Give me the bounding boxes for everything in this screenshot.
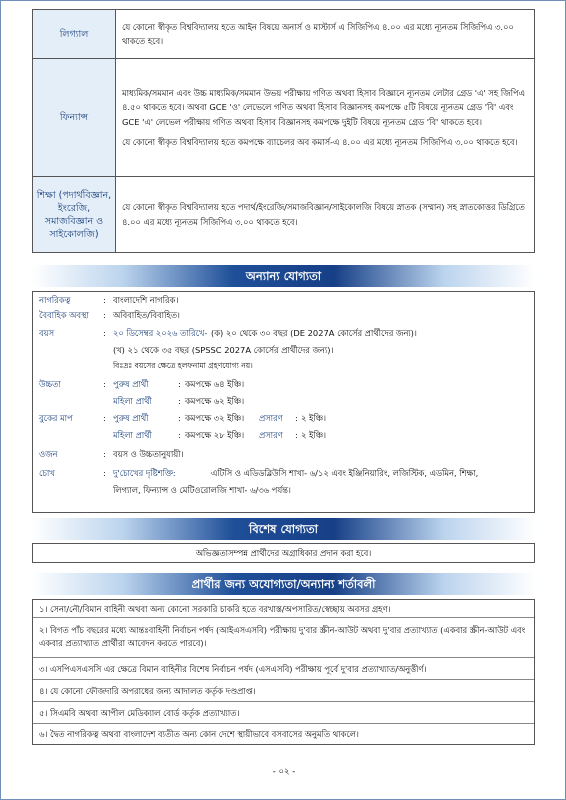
height-label: উচ্চতা — [39, 379, 61, 389]
expansion-label: প্রসারণ — [259, 430, 283, 440]
section-banner-disqualification — [32, 573, 535, 595]
section-title: বিশেষ যোগ্যতা — [249, 522, 318, 536]
section-title: প্রার্থীর জন্য অযোগ্যতা/অন্যান্য শর্তাবলী — [191, 577, 376, 591]
section-banner-special — [32, 518, 535, 540]
list-item: ৪। যে কোনো ফৌজদারি অপরাধের জন্য আদালত কর্তৃক দণ্ডপ্রাপ্ত। — [33, 680, 534, 702]
chest-male-label: পুরুষ প্রার্থী — [113, 413, 149, 423]
list-item: ৬। দ্বৈত নাগরিকত্ব অথবা বাংলাদেশ ব্যতীত অন্য কোন দেশে স্থায়ীভাবে বসবাসের অনুমতি থাকলে। — [39, 729, 359, 739]
marital-value: অবিবাহিত/বিবাহিত। — [113, 310, 180, 320]
age-label: বয়স — [39, 328, 54, 338]
row-label: ফিন্যান্স — [33, 59, 116, 177]
age-line-2: (খ) ২১ থেকে ৩৫ বছর (SPSSC 2027A কোর্সের প্রার্থীদের জন্য)। — [113, 345, 334, 355]
table-row — [33, 10, 535, 59]
marital-label: বৈবাহিক অবস্থা — [39, 310, 89, 320]
disqualification-list — [32, 599, 535, 745]
chest-label: বুকের মাপ — [39, 413, 73, 423]
height-female-label: মহিলা প্রার্থী — [113, 396, 152, 406]
weight-value: বয়স ও উচ্চতানুযায়ী। — [113, 449, 184, 459]
age-date: ২০ ডিসেম্বর ২০২৬ তারিখে- — [113, 328, 208, 338]
qualification-table — [32, 9, 535, 253]
chest-male-value: কমপক্ষে ৩২ ইঞ্চি। — [185, 413, 245, 423]
chest-female-value: কমপক্ষে ২৮ ইঞ্চি। — [185, 430, 245, 440]
height-male-value: কমপক্ষে ৬৪ ইঞ্চি। — [185, 379, 245, 389]
height-male-label: পুরুষ প্রার্থী — [113, 379, 149, 389]
weight-label: ওজন — [39, 449, 58, 459]
page-number: - ০২ - — [272, 767, 296, 777]
table-row — [33, 59, 535, 177]
expansion-label: প্রসারণ — [259, 413, 283, 423]
expansion-value: ২ ইঞ্চি। — [301, 430, 326, 440]
list-item: ৫। সিএমবি অথবা আপীল মেডিক্যাল বোর্ড কর্তৃক প্রত্যাখ্যাত। — [33, 702, 534, 724]
row-label: লিগ্যাল — [33, 10, 116, 59]
eye-line-1: এটিসি ও এডিডব্লিউসি শাখা- ৬/১২ এবং ইঞ্জিনিয়ারিং, লজিস্টিক, এডমিন, শিক্ষা, — [211, 468, 479, 478]
special-text: অভিজ্ঞতাসম্পন্ন প্রার্থীদের অগ্রাধিকার প্রদান করা হবে। — [195, 548, 372, 558]
special-qualification-box — [32, 543, 535, 563]
eye-sub-label: দু'চোখের দৃষ্টিশক্তি: — [113, 468, 176, 478]
height-female-value: কমপক্ষে ৬২ ইঞ্চি। — [185, 396, 245, 406]
section-title: অন্যান্য যোগ্যতা — [245, 269, 322, 283]
row-text: যে কোনো স্বীকৃত বিশ্ববিদ্যালয় হতে আইন বিষয়ে অনার্স ও মাস্টার্স এ সিজিপিএ ৪.০০ এর মধ্যে ন্যূনতম সিজিপিএ ৩.০০ থাকতে হবে। — [116, 10, 535, 59]
row-text: যে কোনো স্বীকৃত বিশ্ববিদ্যালয় হতে পদার্থ/ইংরেজি/সমাজবিজ্ঞান/সাইকোলজি বিষয়ে স্নাতক (সম্মান) সহ স্নাতকোত্তর ডিগ্রিতে ৪.০০ এর মধ্যে ন্যূনতম সিজিপিএ ৩.০০ থাকতে হবে। — [116, 177, 535, 253]
chest-female-label: মহিলা প্রার্থী — [113, 430, 152, 440]
table-row — [33, 177, 535, 253]
section-banner-other — [32, 265, 535, 287]
list-item: ৩। এসপিএসএসসি এর ক্ষেত্রে বিমান বাহিনীর বিশেষ নির্বাচন পর্ষদ (এসএসবি) পরীক্ষায় পূর্বে দু'বার প্রত্যাখ্যাত/অনুত্তীর্ণ। — [33, 658, 534, 680]
eye-label: চোখ — [39, 468, 55, 478]
list-item: ২। বিগত পাঁচ বছরের মধ্যে আন্তঃবাহিনী নির্বাচন পর্ষদ (আইএসএসবি) পরীক্ষায় দু'বার স্ক্রীন-আউট অথবা দু'বার প্রত্যাখ্যাত (একবার স্ক্রীন-আউট এবং একবার প্রত্যাখ্যাত প্রার্থীরা আবেদন করতে পারবে)। — [33, 618, 534, 658]
citizenship-value: বাংলাদেশি নাগরিক। — [113, 295, 179, 305]
expansion-value: ২ ইঞ্চি। — [301, 413, 326, 423]
eye-line-2: লিগ্যাল, ফিন্যান্স ও মেটিওরোলজি শাখা- ৬/৩৬ পর্যন্ত। — [113, 485, 291, 495]
list-item: ১। সেনা/নৌ/বিমান বাহিনী অথবা অন্য কোনো সরকারি চাকরি হতে বরখাস্ত/অপসারিত/স্বেচ্ছায় অবসর গ্রহণ। — [33, 600, 534, 618]
age-line-1: (ক) ২০ থেকে ৩০ বছর (DE 2027A কোর্সের প্রার্থীদের জন্য)। — [211, 328, 417, 338]
age-note: বিঃদ্রঃ বয়সের ক্ষেত্রে হলফনামা গ্রহণযোগ্য নয়। — [113, 361, 253, 370]
citizenship-label: নাগরিকত্ব — [39, 295, 71, 305]
row-label: শিক্ষা (পদার্থবিজ্ঞান, ইংরেজি, সমাজবিজ্ঞান ও সাইকোলজি) — [33, 177, 116, 253]
row-text: মাধ্যমিক/সমমান এবং উচ্চ মাধ্যমিক/সমমান উভয় পরীক্ষায় গণিত অথবা হিসাব বিজ্ঞানে ন্যূনতম লেটার গ্রেড 'এ' সহ জিপিএ ৪.৫০ থাকতে হবে। অথবা GCE 'ও' লেভেলে গণিত অথবা হিসাব বিজ্ঞানসহ কমপক্ষে ৫টি বিষয়ে ন্যূনতম গ্রেড 'বি' এবং GCE 'এ' লেভেল পরীক্ষায় গণিত অথবা হিসাব বিজ্ঞানসহ কমপক্ষে দুইটি বিষয়ে ন্যূনতম গ্রেড 'বি' থাকতে হবে। যে কোনো স্বীকৃত বিশ্ববিদ্যালয় হতে কমপক্ষে ব্যাচেলর অব কমার্স-এ ৪.০০ এর মধ্যে ন্যূনতম সিজিপিএ ৩.০০ থাকতে হবে। — [116, 59, 535, 177]
other-qualifications-box: নাগরিকত্ব : বাংলাদেশি নাগরিক। বৈবাহিক অবস্থা : অবিবাহিত/বিবাহিত। বয়স : ২০ ডিসেম্বর ২০২৬ তারিখে- (ক) ২০ থেকে ৩০ বছর (DE 2027A কোর্সের প্রার্থীদের জন্য)। (খ) ২১ থেকে ৩৫ বছর (SPSSC 2027A কোর্সের প্রার্থীদের জন্য)। বিঃদ্রঃ বয়সের ক্ষেত্রে হলফনামা গ্রহণযোগ্য নয়। উচ্চতা : পুরুষ প্রার্থী : কমপক্ষে ৬৪ ইঞ্চি। মহিলা প্রার্থী : কমপক্ষে ৬২ ইঞ্চি। বুকের মাপ : পুরুষ প্রার্থী : কমপক্ষে ৩২ ইঞ্চি। প্রসারণ : ২ ইঞ্চি। মহিলা প্রার্থী : কমপক্ষে ২৮ ইঞ্চি। প্রসারণ : ২ ইঞ্চি। ওজন : বয়স ও উচ্চতানুযায়ী। চোখ : দু'চোখের দৃষ্টিশক্তি: এটিসি ও এডিডব্লিউসি শাখা- ৬/১২ এবং ইঞ্জিনিয়ারিং, লজিস্টিক, এডমিন, শিক্ষা, লিগ্যাল, ফিন্যান্স ও মেটিওরোলজি শাখা- ৬/৩৬ পর্যন্ত। — [32, 291, 535, 513]
